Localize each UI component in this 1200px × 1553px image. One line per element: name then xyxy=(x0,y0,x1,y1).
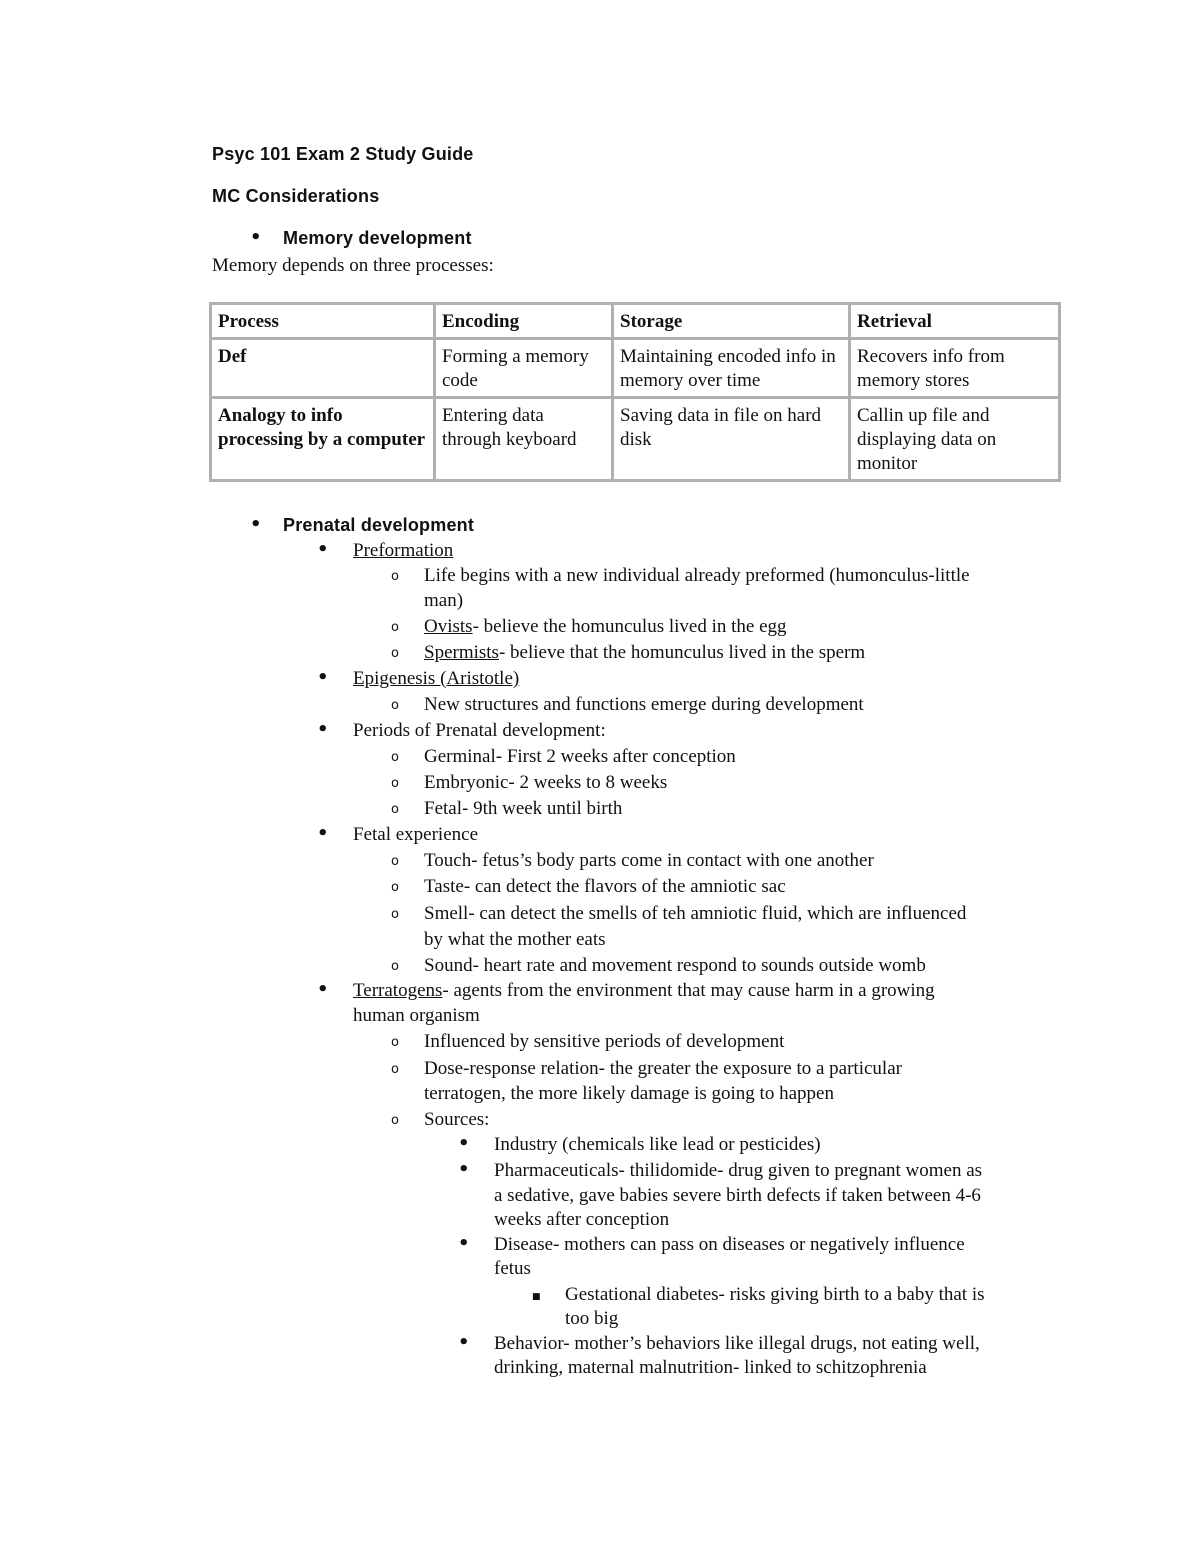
list-item-text: Smell- can detect the smells of teh amniotic fluid, which are influenced xyxy=(424,903,967,924)
table-cell: Forming a memory code xyxy=(435,339,613,398)
table-cell: Callin up file and displaying data on monitor xyxy=(850,398,1060,481)
list-item xyxy=(391,1029,785,1054)
bullet-circle-icon: o xyxy=(391,750,399,765)
list-item-text: Fetal- 9th week until birth xyxy=(424,798,623,819)
list-item xyxy=(391,692,864,717)
table-header-cell: Storage xyxy=(613,304,850,339)
list-item-text: Dose-response relation- the greater the exposure to a particular xyxy=(424,1058,902,1079)
list-item-text: Sources: xyxy=(424,1109,490,1130)
memory-heading-text: Memory development xyxy=(283,228,472,248)
list-item-text: Life begins with a new individual already preformed (humonculus-little xyxy=(424,565,970,586)
document-title: Psyc 101 Exam 2 Study Guide xyxy=(212,144,474,164)
bullet-dot-icon: • xyxy=(317,979,329,1000)
bullet-circle-icon: o xyxy=(391,802,399,817)
bullet-dot-icon: • xyxy=(250,514,262,535)
term-preformation: Preformation xyxy=(353,540,454,561)
table-header-row xyxy=(211,304,1060,339)
list-item-text: Sound- heart rate and movement respond to sounds outside womb xyxy=(424,955,926,976)
bullet-dot-icon: • xyxy=(458,1133,470,1154)
table-cell: Maintaining encoded info in memory over time xyxy=(613,339,850,398)
list-item-text: Touch- fetus’s body parts come in contact with one another xyxy=(424,850,874,871)
bullet-square-icon: ■ xyxy=(532,1292,541,1302)
term-terratogens: Terratogens xyxy=(353,980,443,1001)
term-ovists: Ovists xyxy=(424,616,473,637)
list-item xyxy=(391,614,787,639)
bullet-dot-icon: • xyxy=(317,667,329,688)
list-item xyxy=(391,1056,902,1081)
list-item xyxy=(391,563,970,588)
list-item-continuation: man) xyxy=(424,590,464,611)
bullet-circle-icon: o xyxy=(391,854,399,869)
list-item xyxy=(391,744,736,769)
memory-intro: Memory depends on three processes: xyxy=(212,255,494,276)
list-item xyxy=(317,718,606,743)
table-header-cell: Retrieval xyxy=(850,304,1060,339)
list-item-text: Influenced by sensitive periods of development xyxy=(424,1031,785,1052)
term-spermists: Spermists xyxy=(424,642,499,663)
table-row-label: Def xyxy=(211,339,435,398)
list-item xyxy=(458,1132,821,1157)
table-cell: Entering data through keyboard xyxy=(435,398,613,481)
list-item-continuation: too big xyxy=(565,1308,619,1329)
bullet-circle-icon: o xyxy=(391,646,399,661)
list-item-text: Embryonic- 2 weeks to 8 weeks xyxy=(424,772,668,793)
bullet-dot-icon: • xyxy=(458,1332,470,1353)
table-cell: Recovers info from memory stores xyxy=(850,339,1060,398)
bullet-dot-icon: • xyxy=(317,823,329,844)
bullet-circle-icon: o xyxy=(391,959,399,974)
list-item xyxy=(458,1232,965,1257)
prenatal-heading-text: Prenatal development xyxy=(283,515,475,535)
bullet-circle-icon: o xyxy=(391,1062,399,1077)
list-item-text: Gestational diabetes- risks giving birth to a baby that is xyxy=(565,1284,985,1305)
list-item-text: Behavior- mother’s behaviors like illegal drugs, not eating well, xyxy=(494,1333,980,1354)
list-item-continuation: human organism xyxy=(353,1005,480,1026)
bullet-dot-icon: • xyxy=(317,539,329,560)
term-epigenesis: Epigenesis (Aristotle) xyxy=(353,668,520,689)
list-item-text: Fetal experience xyxy=(353,824,479,845)
list-item xyxy=(317,666,520,691)
list-item xyxy=(532,1282,985,1307)
list-item-text: Germinal- First 2 weeks after conception xyxy=(424,746,736,767)
list-item-text: - believe the homunculus lived in the egg xyxy=(472,616,787,637)
bullet-circle-icon: o xyxy=(391,1113,399,1128)
bullet-dot-icon: • xyxy=(317,719,329,740)
list-item xyxy=(391,1107,490,1132)
bullet-circle-icon: o xyxy=(391,880,399,895)
list-item-text: Disease- mothers can pass on diseases or negatively influence xyxy=(494,1234,965,1255)
list-item xyxy=(391,901,967,926)
table-row-label: Analogy to info processing by a computer xyxy=(211,398,435,481)
list-item-text: Taste- can detect the flavors of the amniotic sac xyxy=(424,876,786,897)
list-item-continuation: weeks after conception xyxy=(494,1209,670,1230)
table-row xyxy=(211,339,1060,398)
list-item xyxy=(391,770,668,795)
bullet-circle-icon: o xyxy=(391,569,399,584)
list-item xyxy=(317,978,935,1003)
table-row xyxy=(211,398,1060,481)
list-item-text: Periods of Prenatal development: xyxy=(353,720,606,741)
list-item xyxy=(317,538,454,563)
list-item-text: - believe that the homunculus lived in the sperm xyxy=(498,642,866,663)
list-item-continuation: a sedative, gave babies severe birth defects if taken between 4-6 xyxy=(494,1185,981,1206)
bullet-circle-icon: o xyxy=(391,620,399,635)
table-header-cell: Encoding xyxy=(435,304,613,339)
section-heading: MC Considerations xyxy=(212,186,380,206)
bullet-dot-icon: • xyxy=(250,227,262,248)
list-item-text: Pharmaceuticals- thilidomide- drug given to pregnant women as xyxy=(494,1160,983,1181)
list-item xyxy=(391,874,786,899)
list-item xyxy=(391,953,926,978)
bullet-circle-icon: o xyxy=(391,698,399,713)
list-item xyxy=(391,848,874,873)
memory-process-table xyxy=(209,302,1061,482)
bullet-circle-icon: o xyxy=(391,776,399,791)
bullet-dot-icon: • xyxy=(458,1233,470,1254)
list-item-text: New structures and functions emerge during development xyxy=(424,694,864,715)
bullet-dot-icon: • xyxy=(458,1159,470,1180)
list-item-continuation: by what the mother eats xyxy=(424,929,606,950)
list-item-text: Industry (chemicals like lead or pesticides) xyxy=(494,1134,821,1155)
list-item-continuation: fetus xyxy=(494,1258,531,1279)
list-item-continuation: drinking, maternal malnutrition- linked to schitzophrenia xyxy=(494,1357,927,1378)
table-cell: Saving data in file on hard disk xyxy=(613,398,850,481)
list-item xyxy=(391,796,623,821)
list-item xyxy=(317,822,479,847)
list-item-text: - agents from the environment that may cause harm in a growing xyxy=(442,980,935,1001)
bullet-circle-icon: o xyxy=(391,907,399,922)
list-item xyxy=(391,640,866,665)
bullet-circle-icon: o xyxy=(391,1035,399,1050)
prenatal-heading xyxy=(250,513,475,538)
list-item xyxy=(458,1331,980,1356)
table-header-cell: Process xyxy=(211,304,435,339)
list-item xyxy=(458,1158,983,1183)
list-item-continuation: terratogen, the more likely damage is going to happen xyxy=(424,1083,834,1104)
